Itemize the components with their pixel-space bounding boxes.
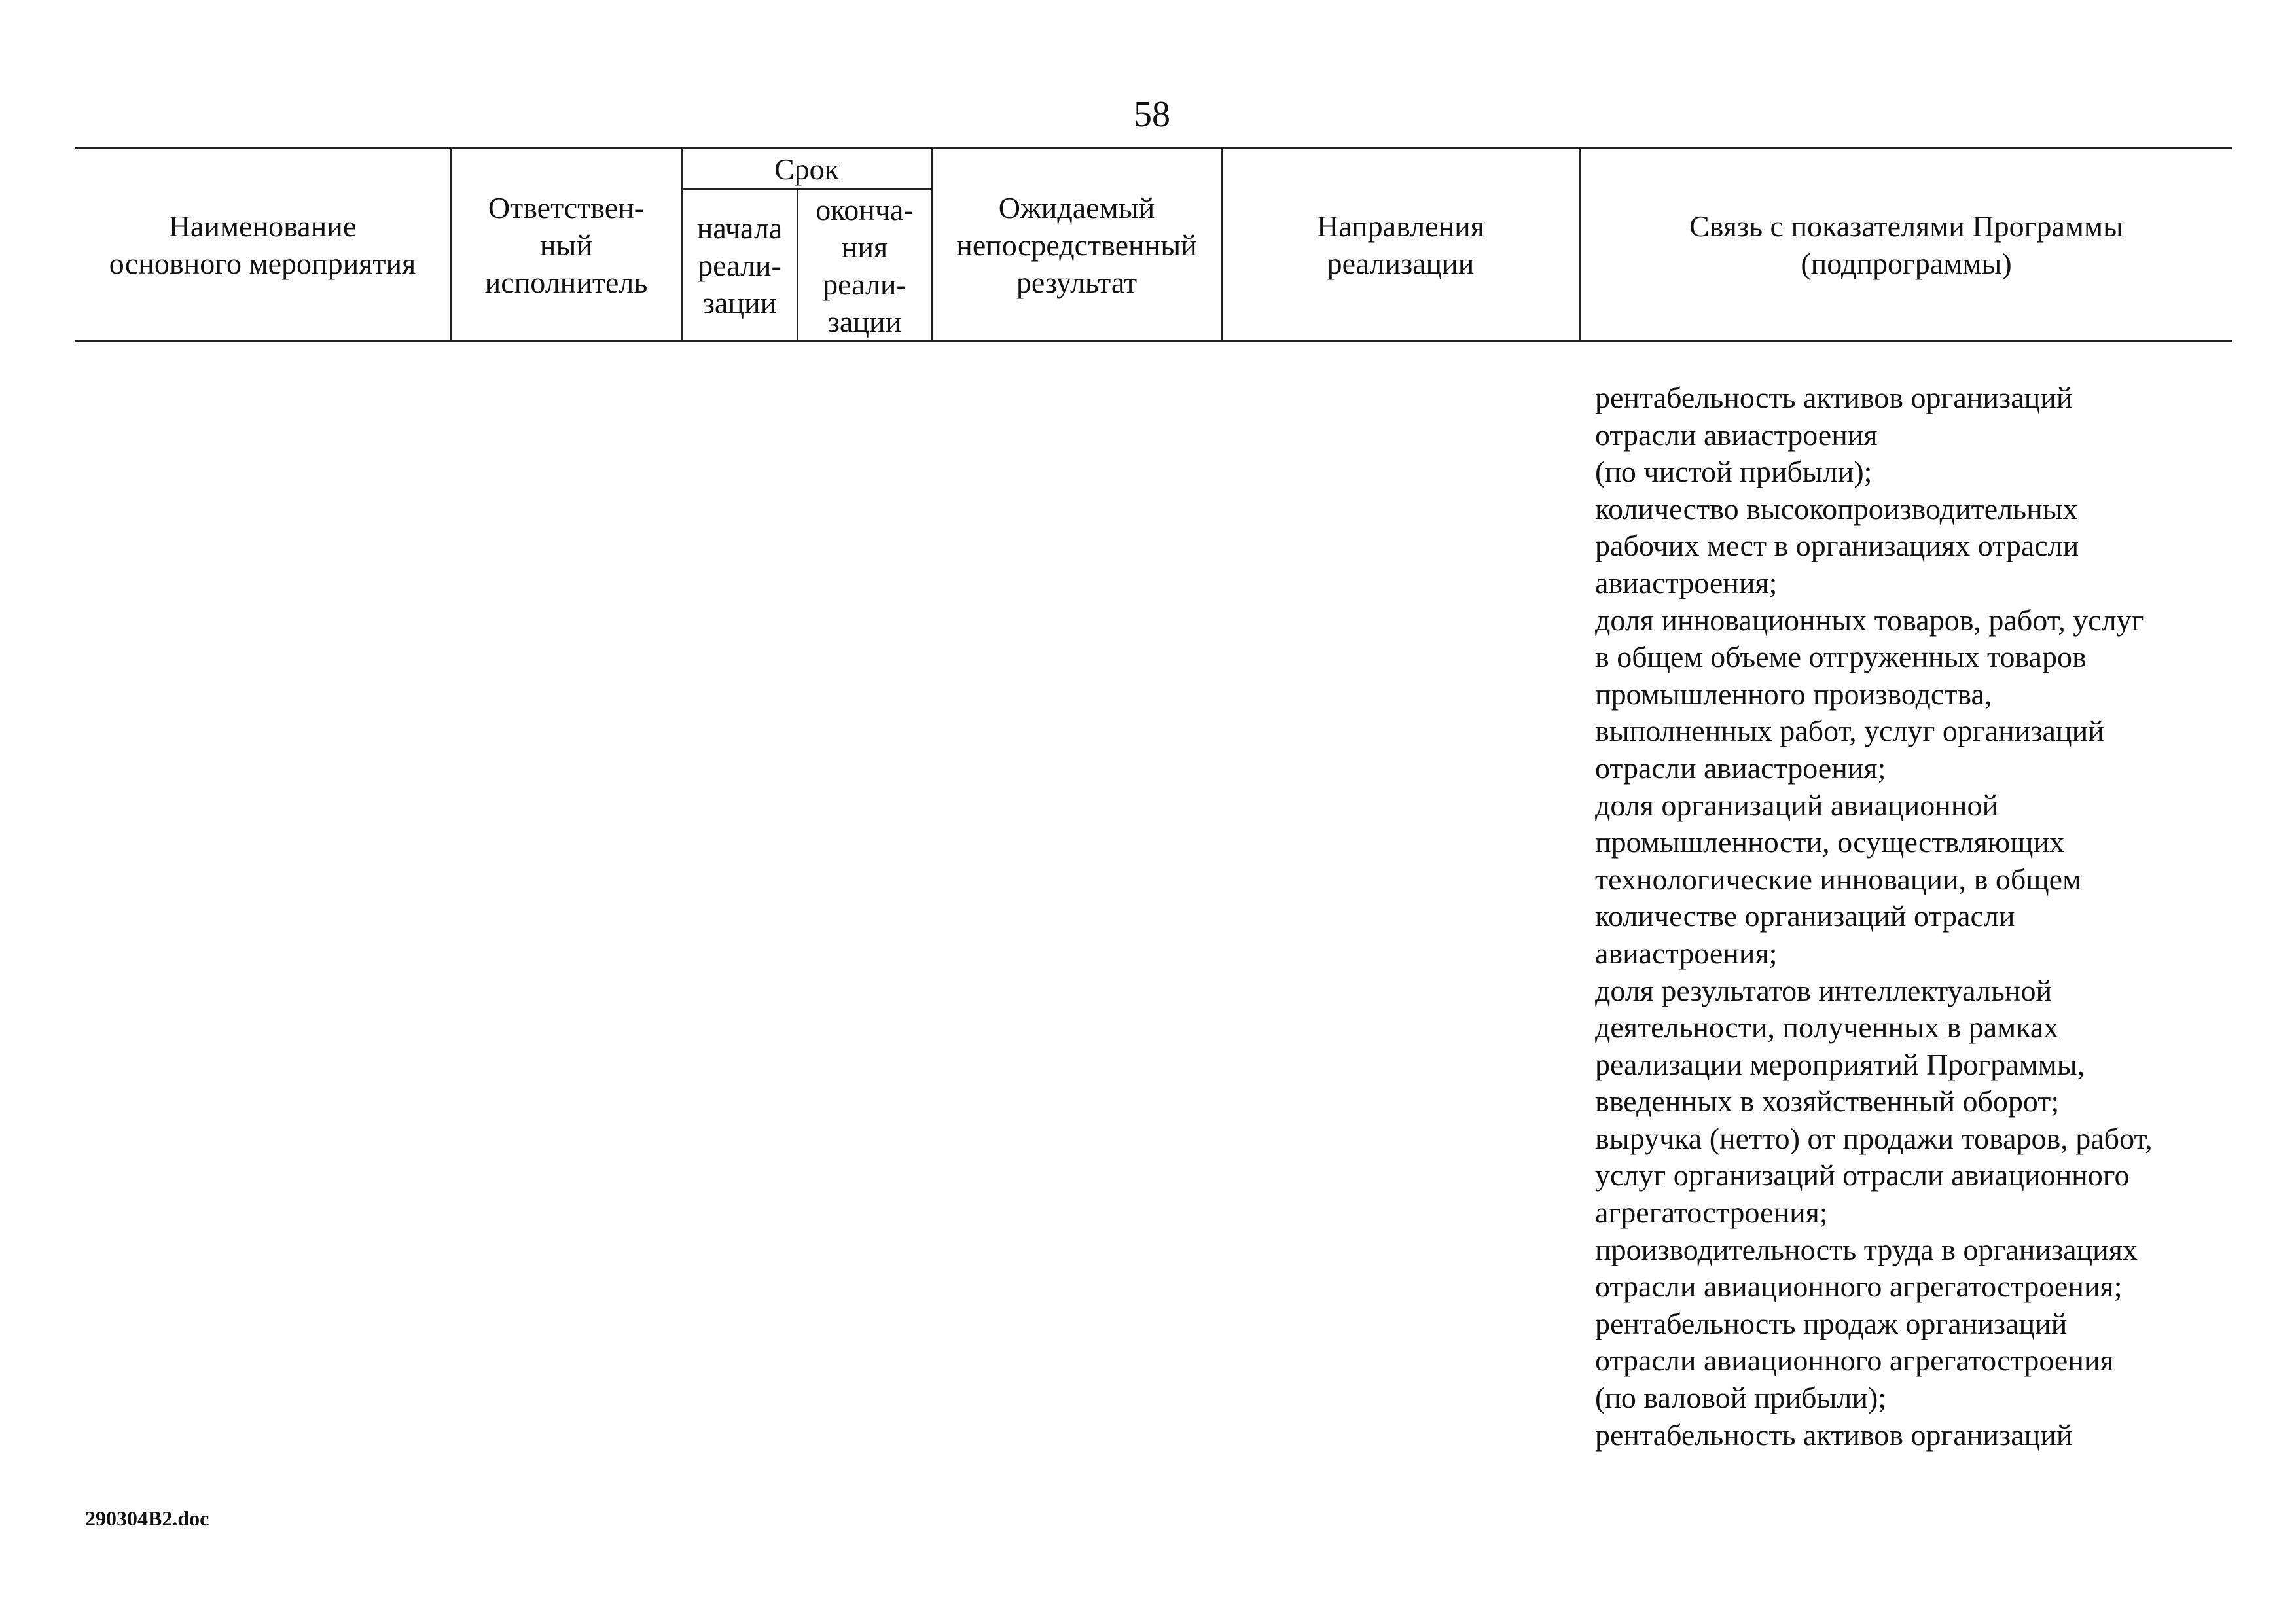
indicator-item: производительность труда в организациях отрасли авиационного агрегатостроения; [1595,1232,2138,1304]
indicator-item: доля инновационных товаров, работ, услуг в общем объеме отгруженных товаров промышленного производства, выполненных работ, услуг организаций отрасли авиастроения; [1595,603,2144,785]
document-code: 290304B2.doc [85,1507,209,1530]
indicator-item: доля результатов интеллектуальной деятельности, полученных в рамках реализации мероприятий Программы, введенных в хозяйственный оборот; [1595,973,2085,1118]
header-expected-result: Ожидаемый непосредственный результат [956,190,1197,299]
header-main-activity: Наименование основного мероприятия [109,209,416,280]
indicator-item: количество высокопроизводительных рабочих мест в организациях отрасли авиастроения; [1595,491,2079,599]
page-number: 58 [1134,94,1170,135]
indicator-item: выручка (нетто) от продажи товаров, работ, услуг организаций отрасли авиационного агрегатостроения; [1595,1121,2153,1230]
header-term-end: оконча- ния реали- зации [816,192,914,338]
indicator-item: рентабельность продаж организаций отрасли авиационного агрегатостроения (по валовой прибыли); [1595,1306,2114,1415]
header-term-start: начала реали- зации [696,211,783,319]
header-program-indicators: Связь с показателями Программы (подпрограммы) [1689,209,2124,280]
indicators-list [1595,380,2223,1454]
header-directions: Направления реализации [1317,209,1484,280]
table-header [75,147,2232,342]
indicator-item: рентабельность активов организаций [1595,1418,2073,1452]
header-term: Срок [774,152,840,186]
indicator-item: доля организаций авиационной промышленности, осуществляющих технологические инновации, в общем количестве организаций отрасли авиастроения; [1595,788,2082,970]
header-responsible: Ответствен- ный исполнитель [484,190,648,299]
indicator-item: рентабельность активов организаций отрасли авиастроения (по чистой прибыли); [1595,381,2073,489]
